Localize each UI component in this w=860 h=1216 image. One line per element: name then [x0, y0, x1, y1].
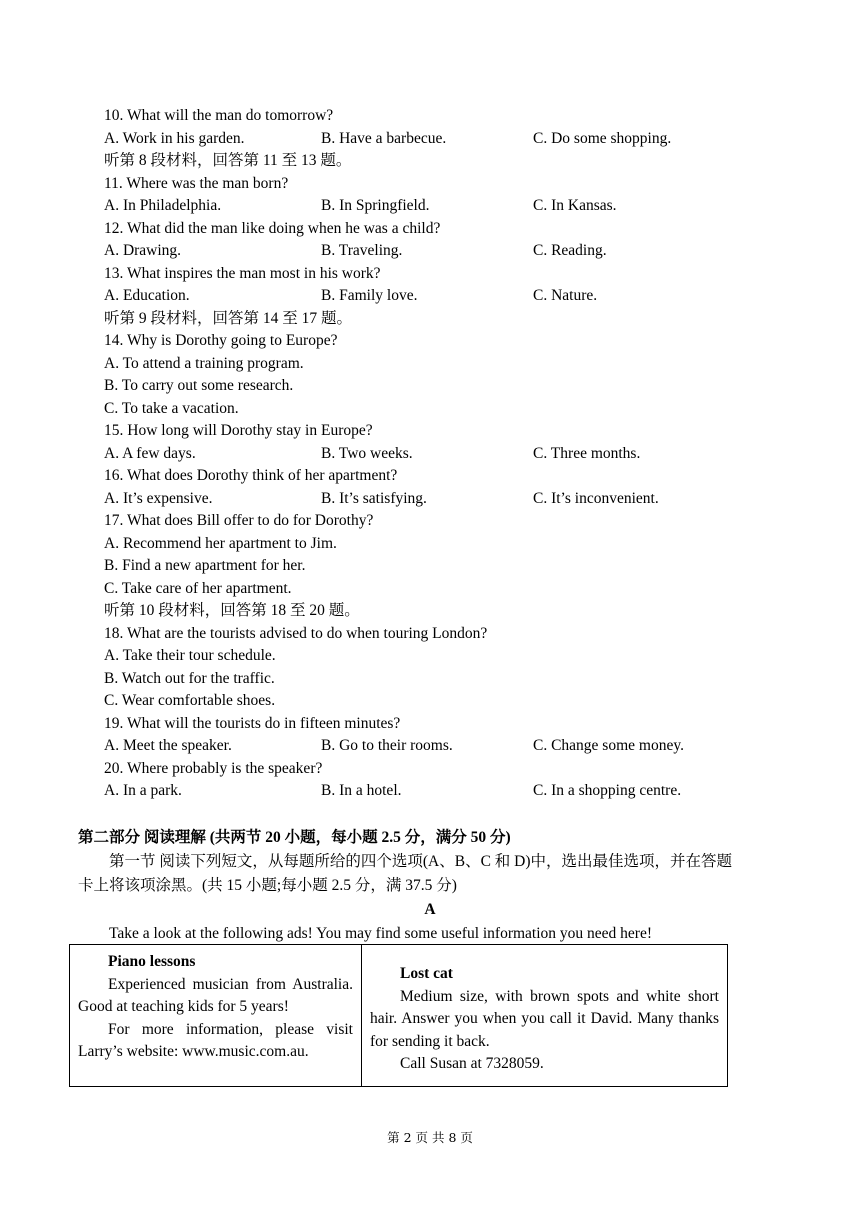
answer-option: A. To attend a training program.	[104, 354, 304, 372]
answer-option-c: C. Reading.	[533, 242, 607, 259]
ad-cat-contact: Call Susan at 7328059.	[400, 1055, 544, 1072]
answer-option-b: B. Two weeks.	[321, 444, 413, 462]
question: 15. How long will Dorothy stay in Europe?	[104, 422, 373, 439]
answer-option: B. To carry out some research.	[104, 377, 294, 394]
ad-piano-title: Piano lessons	[108, 953, 196, 970]
part2-instruction-line1: 第一节 阅读下列短文，从每题所给的四个选项(A、B、C 和 D)中，选出最佳选项，并在答题	[109, 853, 733, 870]
answer-option-a: A. Education.	[104, 287, 190, 304]
answer-option-c: C. In a shopping centre.	[533, 782, 682, 799]
section-instruction: 听第 9 段材料，回答第 14 至 17 题。	[104, 309, 353, 327]
answer-option-a: A. In a park.	[104, 782, 182, 799]
answer-option-a: A. Drawing.	[104, 242, 182, 259]
question: 10. What will the man do tomorrow?	[104, 107, 334, 124]
answer-option-b: B. In a hotel.	[321, 782, 402, 799]
question: 18. What are the tourists advised to do when touring London?	[104, 624, 488, 642]
answer-option: C. Wear comfortable shoes.	[104, 692, 276, 709]
answer-option-c: C. It’s inconvenient.	[533, 489, 659, 507]
answer-option-b: B. In Springfield.	[321, 197, 430, 214]
answer-option-b: B. It’s satisfying.	[321, 489, 427, 507]
question: 13. What inspires the man most in his work?	[104, 264, 381, 282]
answer-option-a: A. Work in his garden.	[104, 129, 245, 147]
answer-option-b: B. Family love.	[321, 287, 418, 304]
ad-cat-title: Lost cat	[400, 965, 453, 982]
part2-instruction-line2: 卡上将该项涂黑。(共 15 小题;每小题 2.5 分，满 37.5 分)	[78, 877, 457, 894]
question: 20. Where probably is the speaker?	[104, 759, 323, 777]
answer-option-b: B. Have a barbecue.	[321, 129, 447, 147]
answer-option: A. Take their tour schedule.	[104, 647, 276, 664]
section-instruction: 听第 10 段材料，回答第 18 至 20 题。	[104, 602, 360, 619]
question: 17. What does Bill offer to do for Dorothy?	[104, 512, 374, 529]
answer-option: B. Watch out for the traffic.	[104, 669, 275, 687]
section-instruction: 听第 8 段材料，回答第 11 至 13 题。	[104, 152, 352, 169]
answer-option: B. Find a new apartment for her.	[104, 557, 306, 574]
passage-intro: Take a look at the following ads! You may find some useful information you need here!	[109, 925, 653, 942]
passage-label: A	[424, 901, 436, 918]
question: 19. What will the tourists do in fifteen minutes?	[104, 714, 401, 732]
ads-table	[69, 944, 728, 1087]
answer-option-b: B. Go to their rooms.	[321, 737, 453, 754]
answer-option-a: A. It’s expensive.	[104, 489, 213, 507]
answer-option: A. Recommend her apartment to Jim.	[104, 534, 337, 552]
question: 16. What does Dorothy think of her apartment?	[104, 467, 398, 484]
ad-cat-body: Medium size, with brown spots and white short hair. Answer you when you call it David. Many thanks for sending it back.	[370, 987, 719, 1050]
page-footer: 第 2 页 共 8 页	[387, 1130, 473, 1145]
answer-option-c: C. Do some shopping.	[533, 129, 672, 147]
ad-piano-more: For more information, please visit Larry’s website: www.music.com.au.	[78, 1020, 353, 1060]
answer-option-c: C. Change some money.	[533, 737, 684, 754]
question: 11. Where was the man born?	[104, 174, 289, 192]
answer-option-c: C. In Kansas.	[533, 197, 617, 214]
answer-option-a: A. A few days.	[104, 444, 196, 462]
ad-piano-body: Experienced musician from Australia. Good at teaching kids for 5 years!	[78, 975, 353, 1015]
answer-option-c: C. Nature.	[533, 287, 598, 304]
question: 14. Why is Dorothy going to Europe?	[104, 332, 338, 349]
answer-option: C. To take a vacation.	[104, 399, 239, 417]
answer-option: C. Take care of her apartment.	[104, 579, 292, 597]
answer-option-b: B. Traveling.	[321, 242, 403, 259]
question: 12. What did the man like doing when he was a child?	[104, 219, 441, 237]
ad-piano-lessons	[70, 945, 362, 1087]
ad-lost-cat	[362, 945, 728, 1087]
answer-option-a: A. Meet the speaker.	[104, 737, 232, 754]
part2-heading: 第二部分 阅读理解 (共两节 20 小题，每小题 2.5 分，满分 50 分)	[78, 829, 511, 846]
answer-option-a: A. In Philadelphia.	[104, 197, 222, 214]
answer-option-c: C. Three months.	[533, 444, 641, 462]
